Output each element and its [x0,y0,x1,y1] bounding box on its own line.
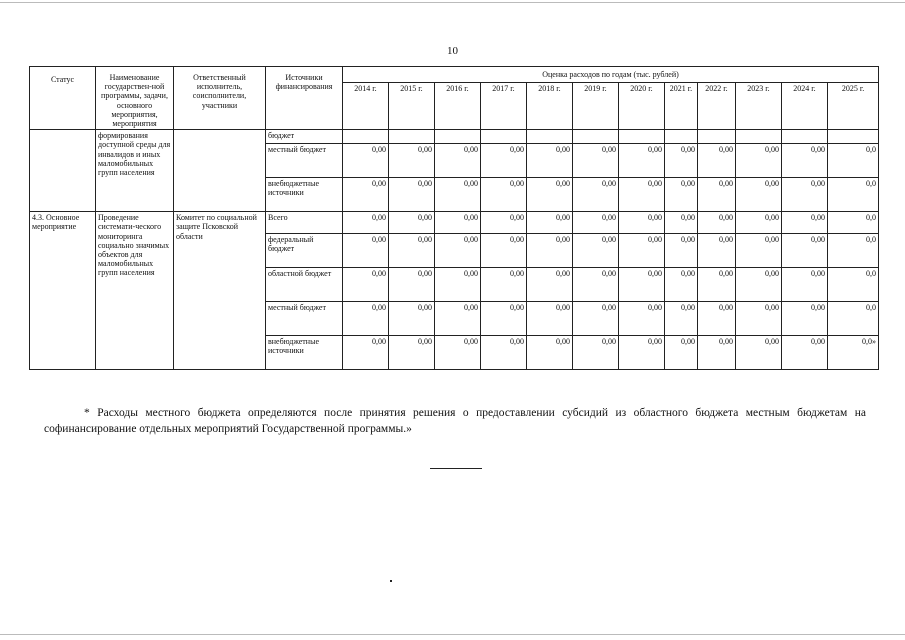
value-cell: 0,00 [665,234,698,268]
scan-artifact-top [0,2,905,3]
value-cell: 0,00 [782,268,828,302]
budget-table [29,66,879,370]
value-cell: 0,00 [736,336,782,370]
header-year: 2024 г. [782,83,828,130]
value-cell: 0,00 [343,234,389,268]
value-cell [782,130,828,144]
value-cell: 0,00 [481,144,527,178]
value-cell: 0,00 [698,234,736,268]
funding-source-cell: областной бюджет [266,268,343,302]
header-year: 2021 г. [665,83,698,130]
value-cell: 0,00 [698,178,736,212]
value-cell: 0,00 [573,178,619,212]
value-cell: 0,00 [619,234,665,268]
table-row [30,130,879,144]
value-cell: 0,00 [527,268,573,302]
value-cell: 0,00 [573,302,619,336]
header-year: 2018 г. [527,83,573,130]
funding-source-cell: бюджет [266,130,343,144]
scan-dot [390,580,392,582]
value-cell: 0,00 [389,336,435,370]
value-cell: 0,0 [828,178,879,212]
value-cell [343,130,389,144]
value-cell: 0,00 [736,234,782,268]
value-cell: 0,00 [782,212,828,234]
value-cell [573,130,619,144]
value-cell: 0,00 [698,212,736,234]
value-cell: 0,00 [343,268,389,302]
value-cell: 0,00 [343,302,389,336]
header-status: Статус [30,67,96,130]
funding-source-cell: внебюджетные источники [266,336,343,370]
value-cell: 0,00 [435,212,481,234]
header-year: 2015 г. [389,83,435,130]
value-cell: 0,00 [665,178,698,212]
value-cell: 0,00 [527,302,573,336]
value-cell: 0,00 [736,144,782,178]
separator-rule [430,468,482,469]
header-year: 2022 г. [698,83,736,130]
value-cell: 0,00 [343,336,389,370]
value-cell: 0,00 [435,336,481,370]
header-sources: Источники финансирования [266,67,343,130]
value-cell: 0,00 [481,336,527,370]
responsible-cell: Комитет по социальной защите Псковской области [174,212,266,370]
value-cell: 0,00 [573,212,619,234]
value-cell: 0,00 [389,234,435,268]
header-estimate: Оценка расходов по годам (тыс. рублей) [343,67,879,83]
value-cell: 0,0 [828,302,879,336]
funding-source-cell: федеральный бюджет [266,234,343,268]
value-cell: 0,00 [619,178,665,212]
funding-source-cell: местный бюджет [266,302,343,336]
value-cell: 0,00 [619,144,665,178]
value-cell: 0,00 [435,302,481,336]
value-cell: 0,00 [481,234,527,268]
activity-name-cell: Проведение системати-ческого мониторинга социально значимых объектов для маломобильных групп населения [96,212,174,370]
value-cell: 0,00 [343,144,389,178]
value-cell: 0,00 [343,212,389,234]
value-cell [389,130,435,144]
value-cell: 0,00 [527,234,573,268]
scan-artifact-bottom [0,634,905,635]
value-cell: 0,00 [435,178,481,212]
value-cell: 0,00 [389,268,435,302]
value-cell: 0,00 [389,302,435,336]
value-cell: 0,0 [828,212,879,234]
table-row [30,212,879,234]
value-cell: 0,00 [573,234,619,268]
value-cell: 0,00 [782,144,828,178]
status-cell [30,130,96,212]
funding-source-cell: Всего [266,212,343,234]
value-cell: 0,00 [736,212,782,234]
value-cell: 0,00 [481,268,527,302]
value-cell: 0,00 [782,336,828,370]
value-cell: 0,00 [481,302,527,336]
value-cell: 0,00 [698,144,736,178]
value-cell: 0,00 [665,302,698,336]
value-cell: 0,00 [573,268,619,302]
header-year: 2020 г. [619,83,665,130]
header-year: 2016 г. [435,83,481,130]
value-cell: 0,00 [573,144,619,178]
value-cell: 0,00 [527,212,573,234]
value-cell: 0,00 [665,336,698,370]
value-cell: 0,00 [343,178,389,212]
value-cell [736,130,782,144]
value-cell: 0,0 [828,144,879,178]
value-cell [527,130,573,144]
value-cell: 0,00 [736,178,782,212]
value-cell: 0,00 [698,336,736,370]
value-cell: 0,00 [619,302,665,336]
header-year: 2014 г. [343,83,389,130]
value-cell: 0,00 [573,336,619,370]
value-cell: 0,00 [782,178,828,212]
value-cell: 0,00 [389,178,435,212]
status-cell: 4.3. Основное мероприятие [30,212,96,370]
value-cell: 0,00 [782,234,828,268]
value-cell [619,130,665,144]
value-cell: 0,00 [527,178,573,212]
value-cell: 0,00 [698,268,736,302]
value-cell: 0,00 [389,144,435,178]
value-cell: 0,00 [389,212,435,234]
activity-name-cell: формирования доступной среды для инвалидов и иных маломобильных групп населения [96,130,174,212]
responsible-cell [174,130,266,212]
value-cell [698,130,736,144]
value-cell: 0,00 [481,212,527,234]
value-cell: 0,00 [619,212,665,234]
value-cell: 0,00 [619,336,665,370]
value-cell: 0,0» [828,336,879,370]
value-cell: 0,00 [665,212,698,234]
value-cell [828,130,879,144]
value-cell [481,130,527,144]
value-cell: 0,00 [782,302,828,336]
value-cell: 0,0 [828,234,879,268]
header-year: 2025 г. [828,83,879,130]
value-cell: 0,00 [665,268,698,302]
header-year: 2017 г. [481,83,527,130]
value-cell: 0,00 [619,268,665,302]
value-cell [435,130,481,144]
value-cell: 0,00 [736,268,782,302]
value-cell: 0,00 [736,302,782,336]
header-name: Наименование государствен-ной программы, задачи, основного мероприятия, мероприятия [96,67,174,130]
footnote: * Расходы местного бюджета определяются после принятия решения о предоставлении субсидий из областного бюджета местным бюджетам на софинансирование отдельных мероприятий Государственной программы.» [44,407,866,435]
funding-source-cell: местный бюджет [266,144,343,178]
header-year: 2019 г. [573,83,619,130]
value-cell: 0,00 [481,178,527,212]
value-cell: 0,00 [435,144,481,178]
value-cell [665,130,698,144]
value-cell: 0,00 [665,144,698,178]
header-year: 2023 г. [736,83,782,130]
value-cell: 0,00 [698,302,736,336]
page-number: 10 [447,45,458,57]
value-cell: 0,00 [435,234,481,268]
value-cell: 0,0 [828,268,879,302]
value-cell: 0,00 [527,144,573,178]
funding-source-cell: внебюджетные источники [266,178,343,212]
value-cell: 0,00 [435,268,481,302]
value-cell: 0,00 [527,336,573,370]
header-responsible: Ответственный исполнитель, соисполнители, участники [174,67,266,130]
